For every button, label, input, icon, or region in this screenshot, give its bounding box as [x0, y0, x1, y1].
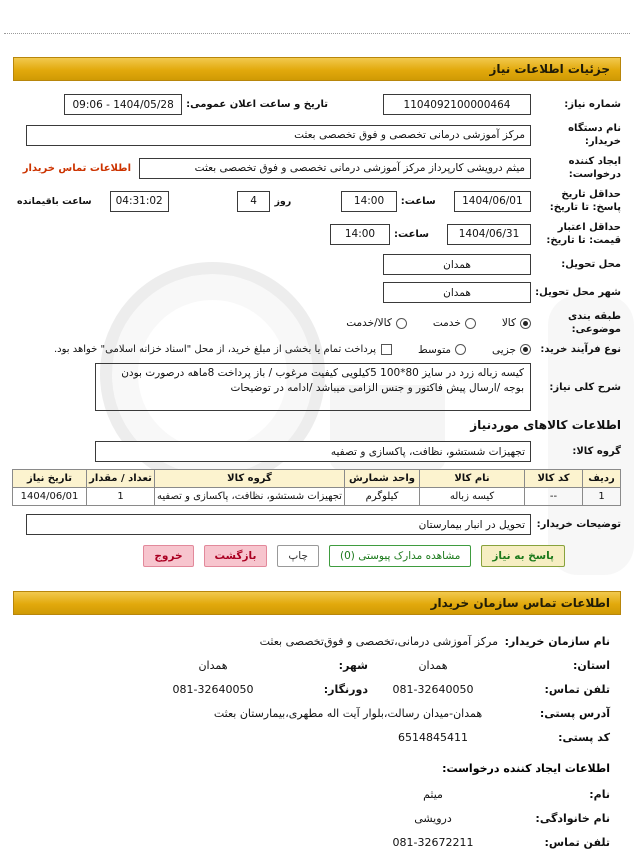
section-header-need-details [13, 57, 621, 81]
need-number-field[interactable]: 1104092100000464 [383, 94, 531, 115]
row-purchase-process [13, 343, 621, 356]
cell-quantity: 1 [87, 488, 155, 506]
creator-info-title: اطلاعات ایجاد کننده درخواست: [442, 762, 610, 775]
goods-table [12, 469, 621, 506]
province-label: استان: [573, 659, 610, 672]
first-name-value: میثم [423, 788, 443, 801]
need-form [0, 81, 634, 567]
purchase-process-label: نوع فرآیند خرید: [540, 344, 621, 355]
treasury-note: پرداخت تمام یا بخشی از مبلغ خرید، از محل "اسناد خزانه اسلامی" خواهد بود. [53, 344, 377, 355]
need-description-label: شرح کلی نیاز: [549, 381, 621, 393]
category-option-goods[interactable] [502, 317, 531, 329]
row-request-creator [13, 155, 621, 181]
buyer-notes-label: توضیحات خریدار: [536, 519, 621, 530]
row-need-description [13, 363, 621, 411]
creator-phone-label: تلفن تماس: [544, 836, 610, 849]
cell-need-date: 1404/06/01 [13, 488, 87, 506]
cell-item-name: کیسه زباله [420, 488, 525, 506]
phone-label: تلفن تماس: [544, 683, 610, 696]
row-buyer-org [13, 122, 621, 148]
back-button[interactable]: بازگشت [204, 545, 268, 567]
respond-button[interactable]: پاسخ به نیاز [481, 545, 565, 567]
category-option-goods-service-label: کالا/خدمت [346, 317, 392, 329]
price-validity-label: حداقل اعتبار قیمت: تا تاریخ: [546, 222, 621, 246]
org-name-label: نام سازمان خریدار: [504, 635, 610, 648]
action-buttons [13, 545, 565, 567]
deadline-hour-label: ساعت: [400, 195, 436, 207]
price-validity-date-field[interactable]: 1404/06/31 [447, 224, 531, 245]
cell-group: تجهیزات شستشو، نظافت، پاکسازی و تصفیه [155, 488, 345, 506]
validity-hour-label: ساعت: [393, 228, 429, 240]
radio-selected-icon[interactable] [520, 318, 531, 329]
first-name-label: نام: [589, 788, 610, 801]
goods-section-title: اطلاعات کالاهای موردنیاز [470, 418, 621, 432]
cell-item-code: -- [525, 488, 583, 506]
postal-address-label: آدرس پستی: [539, 707, 610, 720]
col-quantity: تعداد / مقدار [87, 470, 155, 488]
process-option-minor-label: جزیی [492, 343, 516, 356]
response-deadline-date-field[interactable]: 1404/06/01 [454, 191, 531, 212]
row-subject-category [13, 310, 621, 336]
row-buyer-notes [13, 514, 621, 535]
cell-unit: کیلوگرم [345, 488, 420, 506]
radio-icon[interactable] [396, 318, 407, 329]
fax-label: دورنگار: [323, 683, 368, 696]
process-option-medium-label: متوسط [418, 343, 452, 356]
subject-category-label: طبقه بندی موضوعی: [567, 311, 621, 335]
col-group: گروه کالا [155, 470, 345, 488]
exit-button[interactable]: خروج [143, 545, 193, 567]
days-remaining-field[interactable]: 4 [237, 191, 271, 212]
treasury-payment-option[interactable] [54, 344, 392, 355]
announce-datetime-label: تاریخ و ساعت اعلان عمومی: [186, 99, 328, 110]
row-response-deadline [13, 188, 621, 214]
cell-row-number: 1 [583, 488, 621, 506]
row-goods-group [13, 441, 621, 462]
radio-selected-icon[interactable] [520, 344, 531, 355]
row-delivery-city [13, 282, 621, 303]
goods-table-header-row [13, 470, 621, 488]
need-description-field[interactable]: کیسه زباله زرد در سایز 80*100 5کیلویی کیفیت مرغوب / باز پرداخت 8ماهه درصورت بودن بوجه /ارسال پیش فاکتور و جنس الزامی میباشد /ادامه در توضیحات [95, 363, 531, 411]
postal-code-label: کد پستی: [558, 731, 610, 744]
postal-address-value: همدان-میدان رسالت،بلوار آیت اله مطهری،بیمارستان بعثت [213, 707, 483, 720]
col-need-date: تاریخ نیاز [13, 470, 87, 488]
col-item-name: نام کالا [420, 470, 525, 488]
need-details-title: جزئیات اطلاعات نیاز [489, 62, 610, 76]
row-delivery-province [13, 254, 621, 275]
category-option-goods-service[interactable] [346, 317, 407, 329]
creator-phone-value: 081-32672211 [392, 836, 474, 849]
row-postal-code [24, 731, 610, 744]
need-number-label: شماره نیاز: [564, 99, 621, 110]
goods-group-field[interactable]: تجهیزات شستشو، نظافت، پاکسازی و تصفیه [95, 441, 531, 462]
postal-code-value: 6514845411 [398, 731, 468, 744]
last-name-label: نام خانوادگی: [535, 812, 610, 825]
category-option-service-label: خدمت [432, 317, 461, 329]
radio-icon[interactable] [465, 318, 476, 329]
buyer-contact-link[interactable]: اطلاعات تماس خریدار [22, 162, 131, 174]
process-option-minor[interactable] [492, 344, 531, 356]
time-remaining-field[interactable]: 04:31:02 [110, 191, 169, 212]
delivery-city-field[interactable]: همدان [383, 282, 531, 303]
radio-icon[interactable] [455, 344, 466, 355]
request-creator-field[interactable]: میثم درویشی کارپرداز مرکز آموزشی درمانی تخصصی و فوق تخصصی بعثت [139, 158, 531, 179]
section-header-buyer-contact [13, 591, 621, 615]
request-creator-label: ایجاد کننده درخواست: [568, 156, 621, 180]
last-name-value: درویشی [414, 812, 452, 825]
category-option-goods-label: کالا [501, 317, 516, 329]
row-creator-phone [24, 836, 610, 849]
announce-datetime-field[interactable]: 1404/05/28 - 09:06 [64, 94, 182, 115]
response-deadline-time-field[interactable]: 14:00 [341, 191, 396, 212]
row-last-name [24, 812, 610, 825]
col-row-number: ردیف [583, 470, 621, 488]
phone-value: 081-32640050 [392, 683, 474, 696]
buyer-notes-field[interactable]: تحویل در انبار بیمارستان [26, 514, 531, 535]
checkbox-icon[interactable] [381, 344, 392, 355]
buyer-org-field[interactable]: مرکز آموزشی درمانی تخصصی و فوق تخصصی بعثت [26, 125, 531, 146]
process-option-medium[interactable] [418, 344, 466, 356]
col-item-code: کد کالا [525, 470, 583, 488]
row-price-validity [13, 221, 621, 247]
goods-table-row [13, 488, 621, 506]
time-remaining-label: ساعت باقیمانده [17, 195, 92, 207]
price-validity-time-field[interactable]: 14:00 [330, 224, 390, 245]
page-content [0, 57, 634, 849]
delivery-city-label: شهر محل تحویل: [535, 287, 621, 298]
buyer-org-label: نام دستگاه خریدار: [568, 123, 621, 147]
response-deadline-label: حداقل تاریخ پاسخ: تا تاریخ: [549, 189, 621, 213]
row-org-name [24, 635, 610, 648]
goods-group-label: گروه کالا: [572, 446, 621, 457]
row-province-city [24, 659, 610, 672]
days-remaining-label: روز [274, 195, 292, 207]
view-attachments-button[interactable]: مشاهده مدارک پیوستی (0) [329, 545, 471, 567]
province-value: همدان [418, 659, 448, 672]
category-option-service[interactable] [433, 317, 476, 329]
row-phone-fax [24, 683, 610, 696]
row-need-number [13, 94, 621, 115]
city-label: شهر: [338, 659, 368, 672]
print-button[interactable]: چاپ [277, 545, 319, 567]
fax-value: 081-32640050 [172, 683, 254, 696]
city-value: همدان [198, 659, 228, 672]
buyer-contact-section [0, 615, 634, 849]
org-name-value: مرکز آموزشی درمانی،تخصصی و فوق‌تخصصی بعثت [259, 635, 498, 648]
row-first-name [24, 788, 610, 801]
delivery-place-label: محل تحویل: [561, 259, 621, 270]
top-divider [4, 33, 630, 34]
row-postal-address [24, 707, 610, 720]
col-unit: واحد شمارش [345, 470, 420, 488]
buyer-contact-title: اطلاعات تماس سازمان خریدار [430, 596, 610, 610]
delivery-place-field[interactable]: همدان [383, 254, 531, 275]
